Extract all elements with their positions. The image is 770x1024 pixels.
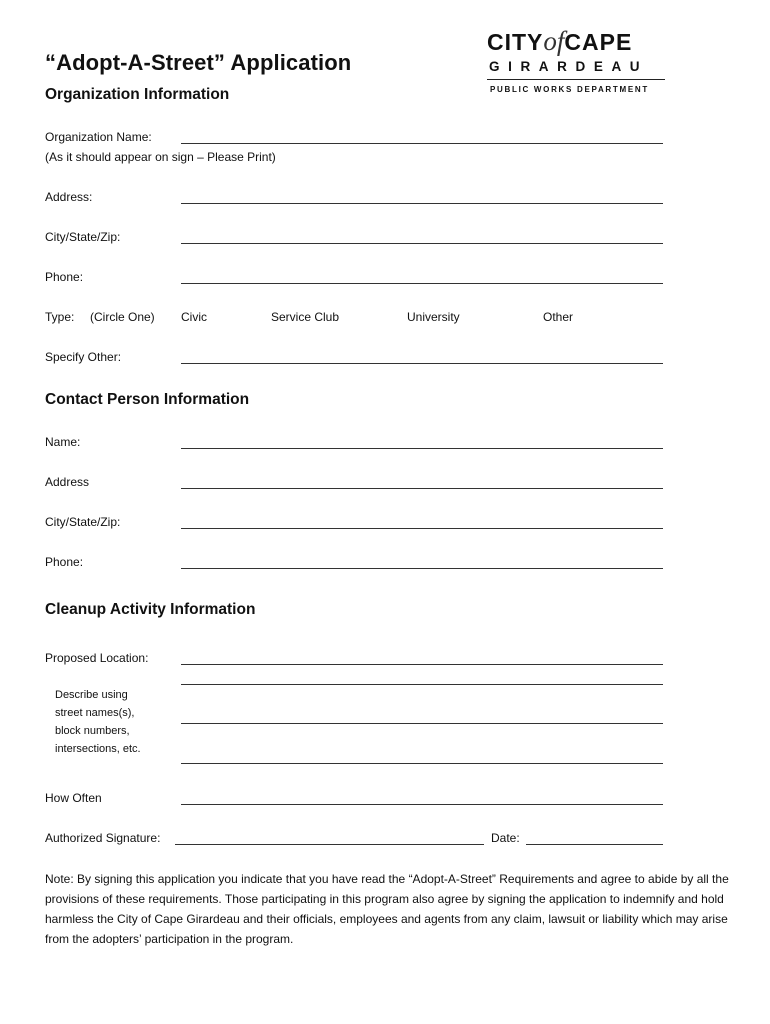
location-hint-line: intersections, etc. (55, 743, 141, 755)
proposed-location-field-1[interactable] (181, 664, 663, 665)
organization-name-label: Organization Name: (45, 130, 152, 144)
how-often-field[interactable] (181, 804, 663, 805)
cleanup-heading: Cleanup Activity Information (45, 601, 256, 618)
date-field[interactable] (526, 844, 663, 845)
organization-heading: Organization Information (45, 86, 230, 103)
logo-cape-text: CAPE (564, 29, 633, 55)
how-often-label: How Often (45, 791, 102, 805)
organization-citystatezip-field[interactable] (181, 243, 663, 244)
location-hint-line: block numbers, (55, 725, 130, 737)
contact-phone-label: Phone: (45, 555, 84, 569)
contact-heading: Contact Person Information (45, 391, 250, 408)
logo-girardeau-text: GIRARDEAU (489, 59, 649, 74)
date-label: Date: (491, 831, 520, 845)
organization-name-hint: (As it should appear on sign – Please Print) (45, 150, 276, 164)
contact-citystatezip-label: City/State/Zip: (45, 515, 121, 529)
contact-citystatezip-field[interactable] (181, 528, 663, 529)
proposed-location-field-3[interactable] (181, 723, 663, 724)
contact-name-label: Name: (45, 435, 81, 449)
type-option-civic[interactable]: Civic (181, 310, 207, 324)
organization-phone-label: Phone: (45, 270, 84, 284)
proposed-location-label: Proposed Location: (45, 651, 149, 665)
contact-phone-field[interactable] (181, 568, 663, 569)
signature-label: Authorized Signature: (45, 831, 161, 845)
contact-name-field[interactable] (181, 448, 663, 449)
organization-type-label: Type: (45, 310, 75, 324)
organization-phone-field[interactable] (181, 283, 663, 284)
location-hint-line: Describe using (55, 689, 128, 701)
page-title: “Adopt-A-Street” Application (45, 50, 352, 75)
type-option-university[interactable]: University (407, 310, 460, 324)
signature-field[interactable] (175, 844, 484, 845)
contact-address-label: Address (45, 475, 90, 489)
location-hint (55, 686, 141, 758)
logo-wordmark (487, 26, 632, 57)
organization-address-label: Address: (45, 190, 93, 204)
logo-divider (487, 79, 665, 80)
organization-address-field[interactable] (181, 203, 663, 204)
terms-note: Note: By signing this application you indicate that you have read the “Adopt-A-Street” Requirements and agree to abide by all the provisions of these requirements. Those participating in this program also agree by signing the application to indemnify and hold harmless the City of Cape Girardeau and their officials, employees and agents from any claim, lawsuit or liability which may arise from the adopters’ participation in the program. (45, 872, 729, 946)
contact-address-field[interactable] (181, 488, 663, 489)
proposed-location-field-2[interactable] (181, 684, 663, 685)
location-hint-line: street names(s), (55, 707, 135, 719)
logo-city-text: CITY (487, 29, 544, 55)
logo-department-text: PUBLIC WORKS DEPARTMENT (490, 85, 649, 94)
type-option-other[interactable]: Other (543, 310, 574, 324)
specify-other-label: Specify Other: (45, 350, 122, 364)
organization-name-field[interactable] (181, 143, 663, 144)
specify-other-field[interactable] (181, 363, 663, 364)
organization-type-hint: (Circle One) (90, 310, 155, 324)
type-option-service-club[interactable]: Service Club (271, 310, 340, 324)
proposed-location-field-4[interactable] (181, 763, 663, 764)
organization-citystatezip-label: City/State/Zip: (45, 230, 121, 244)
logo-of-text: of (543, 26, 565, 56)
